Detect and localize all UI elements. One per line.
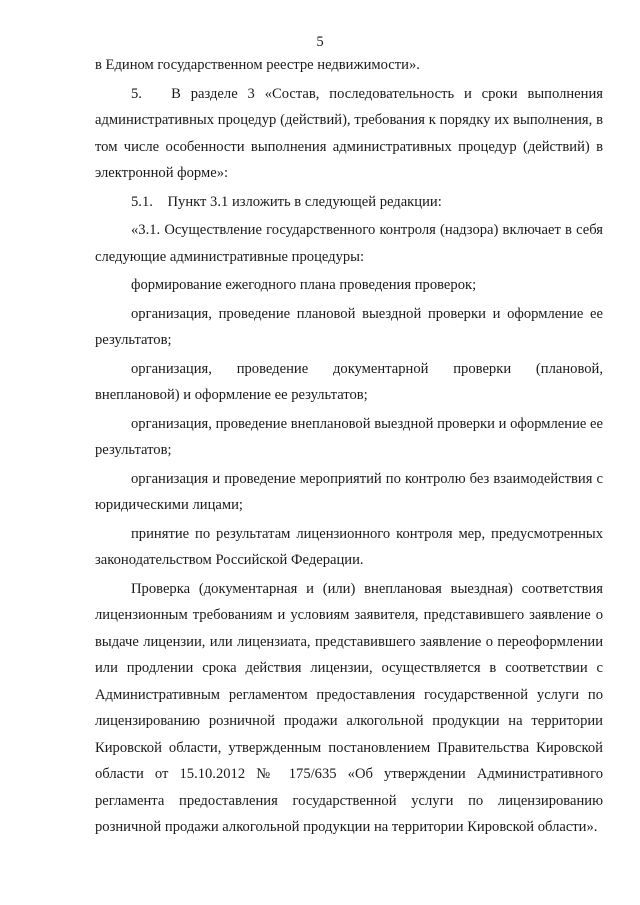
paragraph-continuation: в Едином государственном реестре недвижимости». — [95, 57, 420, 73]
list-item-unplanned-onsite-inspection: организация, проведение внеплановой выездной проверки и оформление ее результатов; — [95, 415, 603, 458]
document-body — [95, 52, 603, 841]
paragraph-section-5: 5. В разделе 3 «Состав, последовательность и сроки выполнения административных процедур (действий), требования к порядку их выполнения, в том числе особенности выполнения административных процедур (действий) в электронной форме»: — [95, 85, 603, 181]
list-item-measures: принятие по результатам лицензионного контроля мер, предусмотренных законодательством Российской Федерации. — [95, 525, 603, 568]
list-item-control-without-interaction: организация и проведение мероприятий по контролю без взаимодействия с юридическими лицами; — [95, 470, 603, 513]
list-item-annual-plan: формирование ежегодного плана проведения проверок; — [131, 277, 477, 293]
page-number: 5 — [316, 34, 324, 50]
paragraph-item-5-1: 5.1. Пункт 3.1 изложить в следующей редакции: — [131, 193, 442, 210]
paragraph-inspection-compliance: Проверка (документарная и (или) внеплановая выездная) соответствия лицензионным требованиям и условиям заявителя, представившего заявление о выдаче лицензии, или лицензиата, представившего заявление о переоформлении или продлении срока действия лицензии, осуществляется в соответствии с Административным регламентом предоставления государственной услуги по лицензированию розничной продажи алкогольной продукции на территории Кировской области, утвержденным постановлением Правительства Кировской области от 15.10.2012 № 175/635 «Об утверждении Административного регламента предоставления государственной услуги по лицензированию розничной продажи алкогольной продукции на территории Кировской области». — [95, 580, 603, 835]
paragraph-clause-3-1: «3.1. Осуществление государственного контроля (надзора) включает в себя следующие административные процедуры: — [95, 222, 603, 265]
list-item-planned-onsite-inspection: организация, проведение плановой выездной проверки и оформление ее результатов; — [95, 305, 603, 348]
list-item-documentary-inspection: организация, проведение документарной проверки (плановой, внеплановой) и оформление ее результатов; — [95, 360, 603, 403]
